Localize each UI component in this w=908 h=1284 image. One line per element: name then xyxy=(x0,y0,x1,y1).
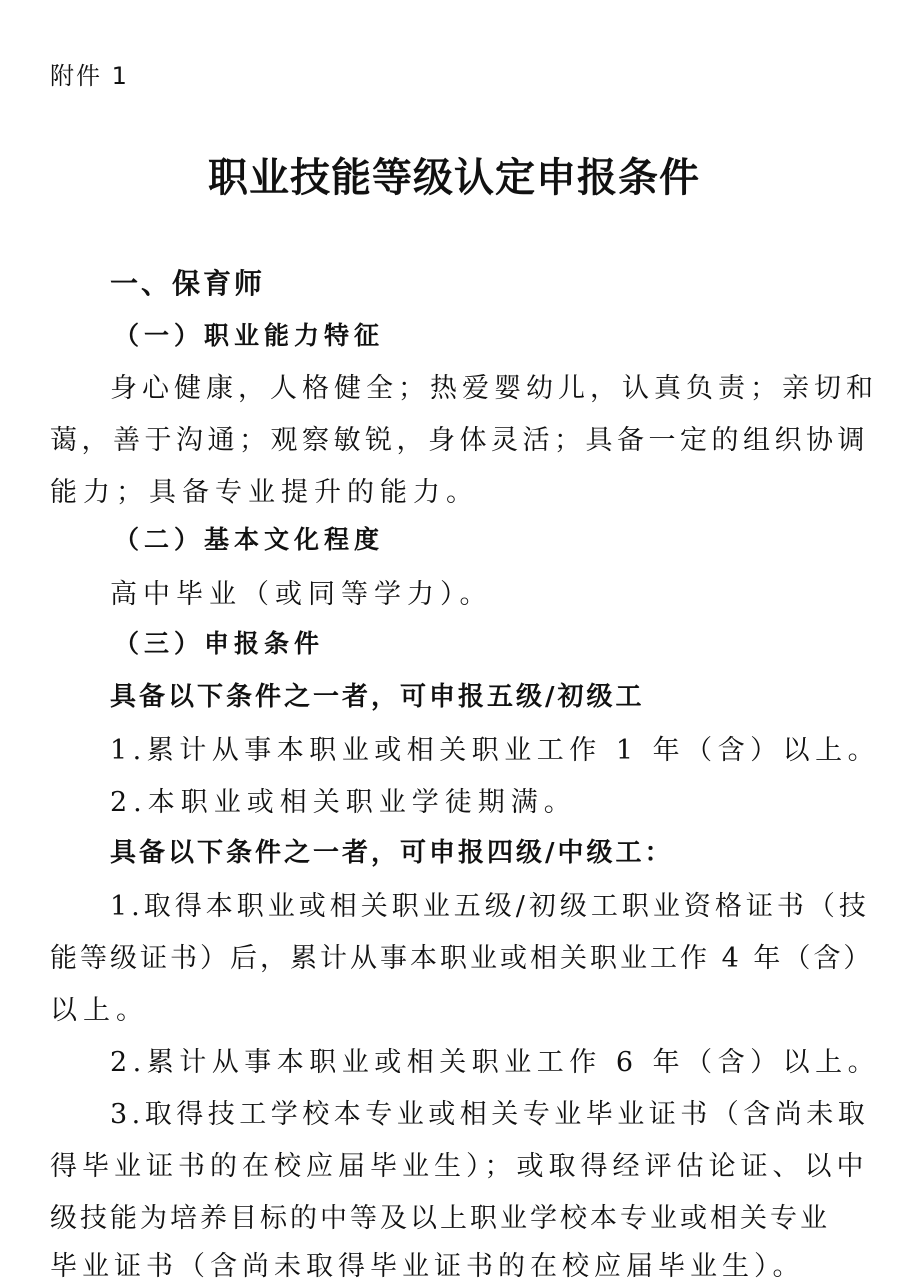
section-heading-childcare: 一、保育师 xyxy=(110,267,266,300)
level5-heading: 具备以下条件之一者，可申报五级/初级工 xyxy=(110,682,645,712)
list-item: 2.累计从事本职业或相关职业工作 6 年（含）以上。 xyxy=(110,1047,881,1078)
subsection-heading-requirements: （三）申报条件 xyxy=(114,629,325,658)
level4-heading: 具备以下条件之一者，可申报四级/中级工： xyxy=(110,838,674,868)
list-item-continued: 能等级证书）后，累计从事本职业或相关职业工作 4 年（含） xyxy=(50,943,874,974)
list-item: 1.累计从事本职业或相关职业工作 1 年（含）以上。 xyxy=(110,735,881,766)
paragraph-line: 高中毕业（或同等学力）。 xyxy=(110,579,493,610)
list-item-continued: 毕业证书（含尚未取得毕业证书的在校应届毕业生）。 xyxy=(50,1251,805,1282)
list-item-continued: 级技能为培养目标的中等及以上职业学校本专业或相关专业 xyxy=(50,1203,830,1234)
paragraph-line: 身心健康，人格健全；热爱婴幼儿，认真负责；亲切和 xyxy=(110,373,878,404)
subsection-heading-ability: （一）职业能力特征 xyxy=(114,321,385,350)
list-item: 3.取得技工学校本专业或相关专业毕业证书（含尚未取 xyxy=(110,1099,870,1130)
subsection-heading-education: （二）基本文化程度 xyxy=(114,525,385,554)
paragraph-line: 蔼，善于沟通；观察敏锐，身体灵活；具备一定的组织协调 xyxy=(50,425,869,456)
list-item-continued: 得毕业证书的在校应届毕业生）；或取得经评估论证、以中 xyxy=(50,1151,869,1182)
paragraph-line: 能力；具备专业提升的能力。 xyxy=(50,477,479,508)
page-title: 职业技能等级认定申报条件 xyxy=(208,155,700,201)
list-item-continued: 以上。 xyxy=(50,995,149,1026)
attachment-label: 附件 1 xyxy=(50,62,129,90)
list-item: 1.取得本职业或相关职业五级/初级工职业资格证书（技 xyxy=(110,891,870,922)
list-item: 2.本职业或相关职业学徒期满。 xyxy=(110,787,577,818)
